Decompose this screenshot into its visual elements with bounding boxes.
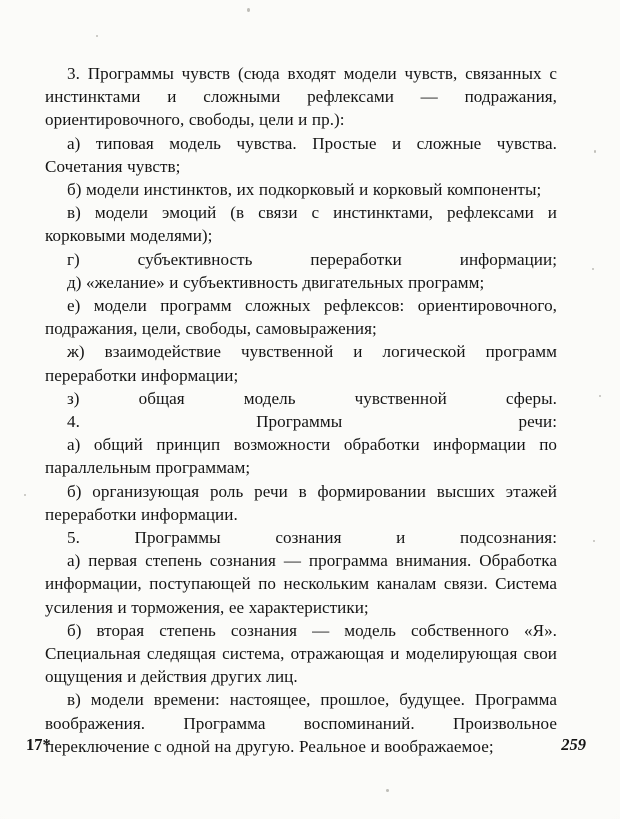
paragraph-item-3z: з) общая модель чувственной сферы.: [67, 388, 557, 408]
paragraph-item-3a: а) типовая модель чувства. Простые и сложные чувства. Сочетания чувств;: [45, 133, 557, 176]
paragraph-item-4: 4. Программы речи:: [67, 412, 557, 432]
scan-speck: [386, 789, 389, 792]
paragraph-item-3d: д) «желание» и субъективность двигательных программ;: [67, 272, 485, 292]
page-footer: [0, 735, 620, 765]
paragraph-item-5a: а) первая степень сознания — программа внимания. Обработка информации, поступающей по нескольким каналам связи. Система усиления и торможения, ее характеристики;: [45, 551, 557, 617]
scan-speck: [592, 268, 594, 270]
signature-mark: 17*: [26, 735, 51, 754]
paragraph-item-4b: б) организующая роль речи в формировании высших этажей переработки информации.: [45, 481, 557, 524]
body-text-column: [45, 62, 557, 758]
paragraph-item-3e: е) модели программ сложных рефлексов: ориентировочного, подражания, цели, свободы, самовыражения;: [45, 296, 557, 339]
paragraph-item-5: 5. Программы сознания и подсознания:: [67, 528, 557, 548]
scan-speck: [247, 8, 250, 12]
paragraph-item-3v: в) модели эмоций (в связи с инстинктами, рефлексами и корковыми моделями);: [45, 203, 557, 246]
paragraph-item-5v: в) модели времени: настоящее, прошлое, будущее. Программа воображения. Программа воспоминаний. Произвольное переключение с одной на другую. Реальное и воображаемое;: [45, 690, 557, 756]
scan-speck: [594, 150, 596, 153]
scan-speck: [24, 494, 26, 496]
paragraph-item-3: 3. Программы чувств (сюда входят модели чувств, связанных с инстинктами и сложными рефлексами — подражания, ориентировочного, свободы, цели и пр.):: [45, 64, 557, 130]
scan-speck: [599, 395, 601, 397]
paragraph-item-3g: г) субъективность переработки информации;: [67, 249, 557, 269]
page-number: 259: [561, 735, 586, 754]
paragraph-item-4a: а) общий принцип возможности обработки информации по параллельным программам;: [45, 435, 557, 478]
scan-speck: [593, 540, 595, 542]
scan-speck: [96, 35, 98, 37]
paragraph-item-3zh: ж) взаимодействие чувственной и логической программ переработки информации;: [45, 342, 557, 385]
paragraph-item-5b: б) вторая степень сознания — модель собственного «Я». Специальная следящая система, отражающая и моделирующая свои ощущения и действия других лиц.: [45, 620, 557, 687]
paragraph-item-3b: б) модели инстинктов, их подкорковый и корковый компоненты;: [67, 180, 542, 200]
